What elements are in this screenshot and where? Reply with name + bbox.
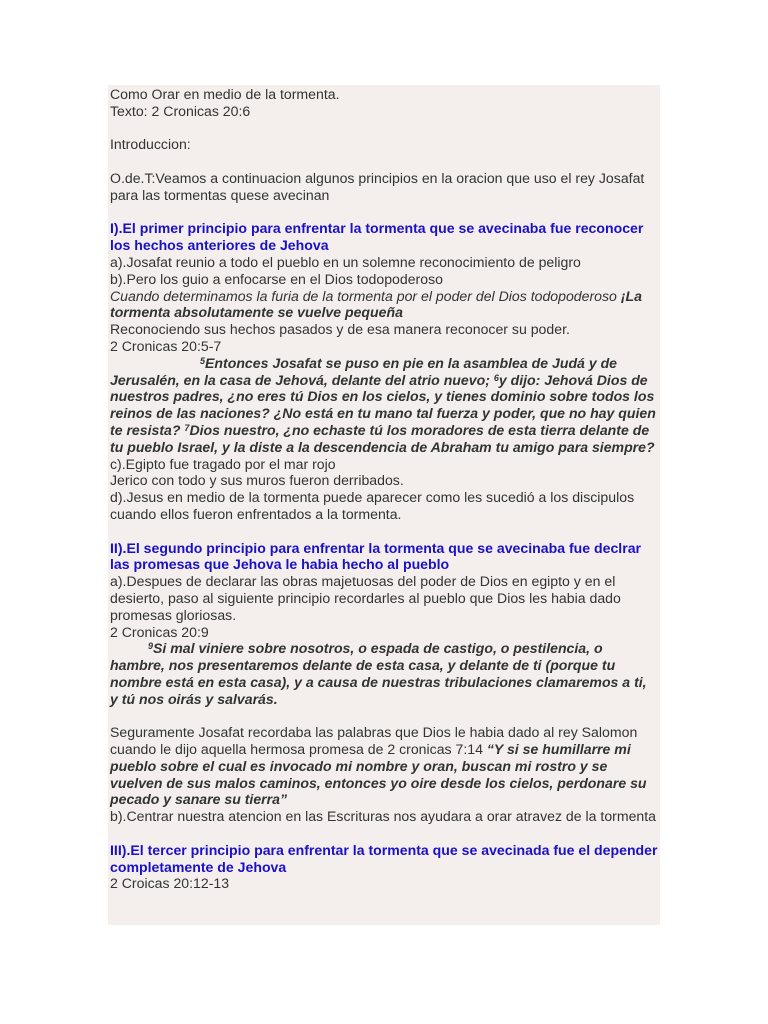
verse-number-5: 5 — [200, 355, 206, 366]
chronicles-7-14-quote: “Y si se humillarre mi pueblo sobre el cual es invocado mi nombre y oran, buscan mi rostro y se vuelven de sus malos caminos, entonces yo oire desde los cielos, perdonare su pecado y sanare su tierra” — [110, 741, 647, 808]
principle-1-point-c: c).Egipto fue tragado por el mar rojo — [110, 455, 336, 472]
verse-number-9: 9 — [148, 641, 154, 652]
storm-statement-emphasis: ¡La tormenta absolutamente se vuelve pequeña — [110, 287, 642, 321]
document-title: Como Orar en medio de la tormenta. — [110, 86, 340, 102]
principle-2-point-b: b).Centrar nuestra atencion en las Escrituras nos ayudara a orar atravez de la tormenta — [110, 808, 657, 825]
solomon-promise-text: Seguramente Josafat recordaba las palabras que Dios le habia dado al rey Salomon cuando le dijo aquella hermosa promesa de 2 cronicas 7:14 — [110, 724, 638, 758]
solomon-promise-paragraph — [110, 724, 658, 808]
principle-2-heading: II).El segundo principio para enfrentar la tormenta que se avecinaba fue declrar las promesas que Jehova le habia hecho al pueblo — [110, 539, 642, 573]
document-page — [108, 85, 660, 925]
scripture-text-line: Texto: 2 Cronicas 20:6 — [110, 102, 251, 119]
principle-1-point-b: b).Pero los guio a enfocarse en el Dios todopoderoso — [110, 270, 443, 287]
verse-6: y dijo: Jehová Dios de nuestros padres, ¿no eres tú Dios en los cielos, y tienes dominio sobre todos los reinos de las naciones? ¿No está en tu mano tal fuerza y poder, que no hay quien te resista? — [110, 371, 656, 438]
principle-1-point-a: a).Josafat reunio a todo el pueblo en un solemne reconocimiento de peligro — [110, 253, 581, 270]
verse-5: Entonces Josafat se puso en pie en la asamblea de Judá y de Jerusalén, en la casa de Jehová, delante del atrio nuevo; — [110, 354, 618, 388]
introduction-label: Introduccion: — [110, 136, 191, 153]
principle-1-heading: I).El primer principio para enfrentar la tormenta que se avecinaba fue reconocer los hechos anteriores de Jehova — [110, 220, 644, 254]
objective-paragraph: O.de.T:Veamos a continuacion algunos principios en la oracion que uso el rey Josafat para las tormentas quese avecinan — [110, 169, 645, 203]
verse-9: Si mal viniere sobre nosotros, o espada de castigo, o pestilencia, o hambre, nos presentaremos delante de esta casa, y delante de ti (porque tu nombre está en esta casa), y a causa de nuestras tribulaciones clamaremos a ti, y tú nos oirás y salvarás. — [110, 640, 647, 707]
verse-7: Dios nuestro, ¿no echaste tú los moradores de esta tierra delante de tu pueblo Israel, y la diste a la descendencia de Abraham tu amigo para siempre? — [110, 421, 655, 455]
storm-statement-italic: Cuando determinamos la furia de la tormenta por el poder del Dios todopoderoso — [110, 287, 621, 304]
principle-2-point-a: a).Despues de declarar las obras majetuosas del poder de Dios en egipto y en el desierto, paso al siguiente principio recordarles al pueblo que Dios les habia dado promesas gloriosas. — [110, 573, 621, 623]
principle-3-reference: 2 Croicas 20:12-13 — [110, 875, 230, 892]
storm-statement — [110, 288, 658, 322]
principle-2-reference: 2 Cronicas 20:9 — [110, 623, 209, 640]
verse-number-7: 7 — [184, 422, 190, 433]
verse-block-5-7 — [110, 355, 658, 456]
principle-1-point-d: d).Jesus en medio de la tormenta puede aparecer como les sucedió a los discipulos cuando ellos fueron enfrentados a la tormenta. — [110, 489, 635, 522]
verse-number-6: 6 — [493, 372, 499, 383]
principle-1-reference: 2 Cronicas 20:5-7 — [110, 337, 222, 354]
principle-3-heading: III).El tercer principio para enfrentar la tormenta que se avecinada fue el depender completamente de Jehova — [110, 841, 658, 875]
jericho-line: Jerico con todo y sus muros fueron derribados. — [110, 472, 404, 489]
recognition-line: Reconociendo sus hechos pasados y de esa manera reconocer su poder. — [110, 321, 570, 338]
verse-block-9 — [110, 640, 658, 707]
